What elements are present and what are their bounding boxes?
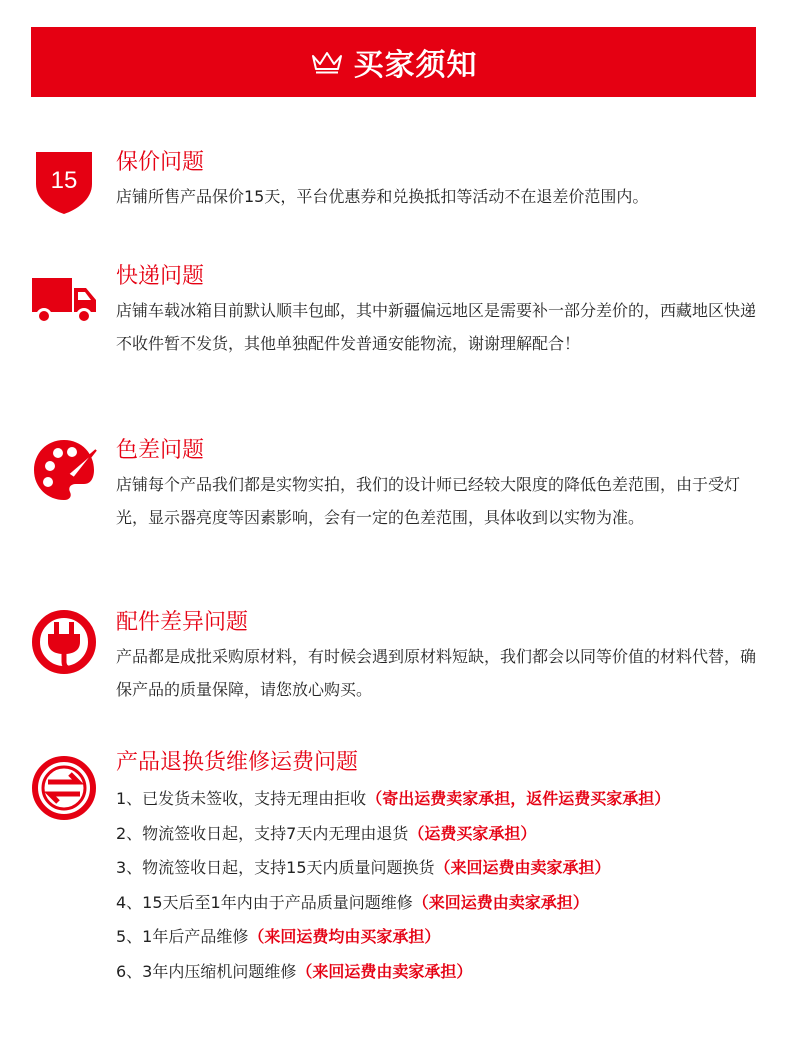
item-note: （来回运费由卖家承担） xyxy=(434,858,611,877)
list-item: 5、1年后产品维修（来回运费均由买家承担） xyxy=(116,927,441,946)
truck-icon xyxy=(30,268,98,336)
returns-list xyxy=(116,782,770,989)
section-text: 店铺车载冰箱目前默认顺丰包邮，其中新疆偏远地区是需要补一部分差价的，西藏地区快递不收件暂不发货，其他单独配件发普通安能物流，谢谢理解配合！ xyxy=(116,301,757,353)
header-banner xyxy=(31,27,756,97)
section-title: 保价问题 xyxy=(116,150,205,175)
page-title: 买家须知 xyxy=(353,48,478,83)
section-text: 店铺所售产品保价15天，平台优惠券和兑换抵扣等活动不在退差价范围内。 xyxy=(116,187,649,206)
item-note: （来回运费由卖家承担） xyxy=(296,961,473,981)
item-note: （运费买家承担） xyxy=(408,823,537,843)
shield-badge-number: 15 xyxy=(50,167,78,194)
section-text: 店铺每个产品我们都是实物实拍，我们的设计师已经较大限度的降低色差范围，由于受灯光，显示器亮度等因素影响，会有一定的色差范围，具体收到以实物为准。 xyxy=(116,475,741,527)
list-item: 1、已发货未签收，支持无理由拒收（寄出运费卖家承担，返件运费买家承担） xyxy=(116,789,671,808)
list-item: 6、3年内压缩机问题维修（来回运费由卖家承担） xyxy=(116,961,473,981)
list-item: 2、物流签收日起，支持7天内无理由退货（运费买家承担） xyxy=(116,823,537,843)
section-title: 产品退换货维修运费问题 xyxy=(116,750,359,775)
item-note: （来回运费由卖家承担） xyxy=(412,892,589,912)
crown-icon xyxy=(310,50,344,74)
plug-icon xyxy=(30,608,98,676)
item-note: （寄出运费卖家承担，返件运费买家承担） xyxy=(366,789,671,808)
palette-icon xyxy=(30,436,98,504)
section-title: 配件差异问题 xyxy=(116,610,249,635)
list-item: 3、物流签收日起，支持15天内质量问题换货（来回运费由卖家承担） xyxy=(116,858,611,877)
shield-15-icon xyxy=(30,148,98,216)
section-title: 色差问题 xyxy=(116,438,205,463)
item-note: （来回运费均由买家承担） xyxy=(248,927,441,946)
exchange-icon xyxy=(30,754,98,822)
section-title: 快递问题 xyxy=(116,264,205,289)
section-text: 产品都是成批采购原材料，有时候会遇到原材料短缺，我们都会以同等价值的材料代替，确保产品的质量保障，请您放心购买。 xyxy=(116,647,757,699)
list-item: 4、15天后至1年内由于产品质量问题维修（来回运费由卖家承担） xyxy=(116,892,589,912)
